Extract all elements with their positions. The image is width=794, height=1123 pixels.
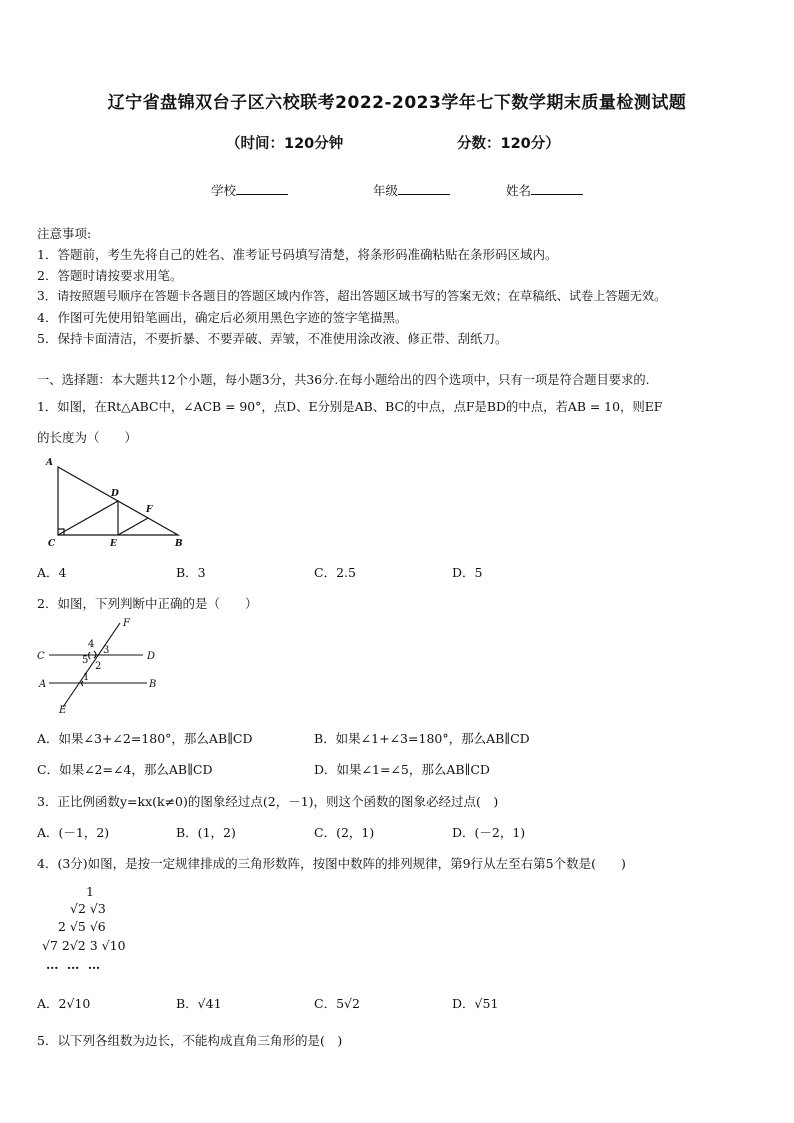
q2-option-a[interactable]: A．如果∠3+∠2=180°，那么AB∥CD — [37, 731, 253, 746]
name-field[interactable] — [506, 181, 583, 199]
q1-stem-line2: 的长度为（ ） — [37, 430, 138, 445]
q2-label: C — [37, 651, 45, 662]
school-field[interactable] — [211, 181, 288, 199]
q2-label: F — [123, 618, 130, 629]
q1-option-c[interactable]: C．2.5 — [314, 565, 356, 580]
notice-item: 4．作图可先使用铅笔画出，确定后必须用黑色字迹的签字笔描黑。 — [37, 310, 408, 325]
notice-item: 5．保持卡面清洁，不要折暴、不要弄破、弄皱，不准使用涂改液、修正带、刮纸刀。 — [37, 331, 508, 346]
q4-option-c[interactable]: C．5√2 — [314, 996, 360, 1011]
exam-title: 辽宁省盘锦双台子区六校联考2022-2023学年七下数学期末质量检测试题 — [107, 93, 687, 113]
q1-label: B — [175, 539, 183, 549]
notice-item: 3．请按照题号顺序在答题卡各题目的答题区域内作答，超出答题区域书写的答案无效；在草稿纸、试卷上答题无效。 — [37, 289, 667, 303]
q2-option-d[interactable]: D．如果∠1=∠5，那么AB∥CD — [314, 762, 490, 777]
exam-time: （时间：120分钟 — [226, 136, 344, 152]
q4-option-a[interactable]: A．2√10 — [37, 996, 91, 1011]
q3-stem: 3．正比例函数y=kx(k≠0)的图象经过点(2，－1)，则这个函数的图象必经过点( ) — [37, 794, 499, 809]
q2-angle: 2 — [95, 661, 102, 672]
q4-option-b[interactable]: B．√41 — [176, 996, 222, 1011]
q2-parallel-lines-figure — [35, 615, 170, 715]
q2-label: D — [147, 651, 156, 662]
q2-label: B — [149, 679, 157, 690]
grade-field[interactable] — [373, 181, 450, 199]
q3-option-b[interactable]: B．(1，2) — [176, 825, 236, 840]
q1-option-b[interactable]: B．3 — [176, 565, 206, 580]
q4-array-row: √7 2√2 3 √10 — [42, 938, 126, 953]
grade-label: 年级 — [373, 183, 399, 198]
q3-option-c[interactable]: C．(2，1) — [314, 825, 375, 840]
q1-label: A — [46, 458, 53, 468]
q1-triangle-figure — [40, 455, 190, 550]
notice-heading: 注意事项: — [37, 226, 92, 241]
q2-option-b[interactable]: B．如果∠1+∠3=180°，那么AB∥CD — [314, 731, 530, 746]
q2-option-c[interactable]: C．如果∠2=∠4，那么AB∥CD — [37, 762, 213, 777]
q2-label: A — [39, 679, 47, 690]
q3-option-a[interactable]: A．(－1，2) — [37, 825, 110, 840]
name-label: 姓名 — [506, 183, 532, 198]
q1-label: D — [111, 489, 119, 499]
q2-angle: 4 — [88, 639, 95, 650]
q4-stem: 4．(3分)如图，是按一定规律排成的三角形数阵，按图中数阵的排列规律，第9行从左至右第5个数是( ) — [37, 856, 626, 871]
q4-option-d[interactable]: D．√51 — [452, 996, 499, 1011]
q1-stem-line1: 1．如图，在Rt△ABC中，∠ACB = 90°，点D、E分别是AB、BC的中点，点F是BD的中点，若AB = 10，则EF — [37, 399, 663, 414]
q4-number-array — [38, 884, 148, 976]
q2-angle: 3 — [103, 645, 110, 656]
notice-item: 1．答题前，考生先将自己的姓名、准考证号码填写清楚，将条形码准确粘贴在条形码区域内。 — [37, 247, 558, 262]
q1-label: E — [110, 539, 117, 549]
exam-score: 分数：120分） — [457, 136, 560, 152]
q2-angle: 5 — [82, 655, 89, 666]
q4-array-row: 2 √5 √6 — [58, 919, 106, 934]
q4-array-row: … … … — [46, 957, 103, 972]
notice-item: 2．答题时请按要求用笔。 — [37, 268, 183, 283]
q2-angle: 1 — [83, 672, 90, 683]
q1-option-d[interactable]: D．5 — [452, 565, 483, 580]
q4-array-row: √2 √3 — [70, 901, 106, 916]
q4-array-row: 1 — [86, 884, 94, 899]
q5-stem: 5．以下列各组数为边长，不能构成直角三角形的是( ) — [37, 1033, 343, 1048]
q3-option-d[interactable]: D．(－2，1) — [452, 825, 526, 840]
q1-option-a[interactable]: A．4 — [37, 565, 67, 580]
q2-stem: 2．如图，下列判断中正确的是（ ） — [37, 596, 258, 611]
q2-label: E — [59, 705, 67, 715]
q1-label: C — [48, 539, 56, 549]
q1-label: F — [146, 505, 153, 515]
section-heading: 一、选择题：本大题共12个小题，每小题3分，共36分.在每小题给出的四个选项中，只有一项是符合题目要求的. — [37, 373, 650, 387]
school-label: 学校 — [211, 183, 237, 198]
